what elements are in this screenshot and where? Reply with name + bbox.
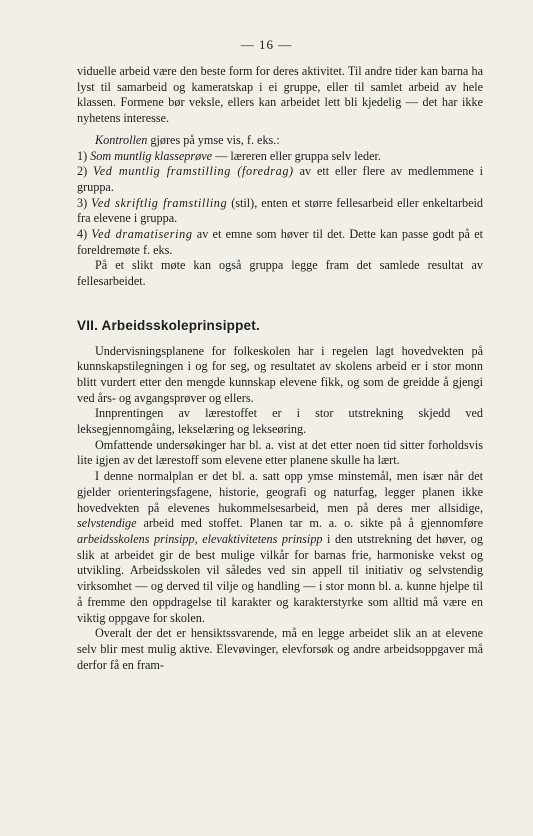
emphasis-principle: arbeidsskolens prinsipp, elevaktivitetens prinsipp [77,531,323,546]
page-number: — 16 — [240,37,293,52]
paragraph-innprenting: Innprentingen av lærestoffet er i stor utstrekning skjedd ved leksegjennomgåing, lekselæring og lekseøring. [77,406,483,437]
paragraph-surveys: Omfattende undersøkinger har bl. a. vist at det etter noen tid sitter forholdsvis lite igjen av det lærestoff som elevene etter planene skulle ha lært. [77,437,483,468]
emphasis-kontrollen: Kontrollen [95,132,148,147]
page-body [77,64,483,673]
list-text: — læreren eller gruppa selv leder. [212,148,381,163]
list-item-2 [77,164,483,195]
list-number: 4) [77,227,92,242]
list-emphasis: Ved dramatisering [91,227,193,242]
paragraph-plans: Undervisningsplanene for folkeskolen har i regelen lagt hovedvekten på kunnskapstilegningen i og for seg, og resultatet av skolens arbeid er i stor monn blitt vurdert etter den mengde kunnskap elevene fikk, og som de greidde å gjengi ved års- og avgangsprøver og ellers. [77,343,483,405]
list-item-4 [77,227,483,258]
paragraph-intro: viduelle arbeid være den beste form for deres aktivitet. Til andre tider kan barna ha lyst til samarbeid og kameratskap i ei gruppe, eller til samlet arbeid av hele klassen. Formene bør veksle, ellers kan arbeidet lett bli kjedelig — det har ikke nyhetens interesse. [77,64,483,126]
list-emphasis: Ved skriftlig framstilling [91,195,228,210]
text-segment: arbeid med stoffet. Planen tar m. a. o. sikte på å gjennomføre [136,516,483,531]
text-segment: i den utstrekning det høver, og slik at arbeidet gir de best mulige vilkår for barnas frie, harmoniske vekst og utvikling. Arbeidsskolen vil således ved sin appell til initiativ og selvstendig virksomhet — og derved til vilje og handling — i stor monn bl. a. kunne hjelpe til å fremme den oppdragelse til karakter og karakterstyrke som alltid må være en viktig oppgave for skolen. [77,531,483,625]
paragraph-normalplan [77,469,483,626]
list-number: 2) [77,164,94,179]
paragraph-control [77,133,483,149]
list-emphasis: Ved muntlig framstilling (foredrag) [93,164,294,179]
list-emphasis: Som muntlig klasseprøve [90,148,213,163]
list-item-3 [77,196,483,227]
paragraph-overall: Overalt der det er hensiktssvarende, må en legge arbeidet slik an at elevene selv blir mest mulig aktive. Elevøvinger, elevforsøk og andre arbeidsoppgaver må derfor få en fram- [77,626,483,672]
emphasis-selvstendige: selvstendige [77,516,137,531]
section-heading: VII. Arbeidsskoleprinsippet. [77,317,260,333]
list-text: (stil), enten et større fellesarbeid eller enkeltarbeid fra elevene i gruppa. [77,195,484,226]
text-segment: I denne normalplan er det bl. a. satt opp ymse minstemål, men især når det gjelder orienteringsfagene, historie, geografi og naturfag, legger planen ikke hovedvekten på elevenes hukommelsesarbeid, men på deres mer allsidige, [77,469,483,515]
list-text: av ett eller flere av medlemmene i gruppa. [77,164,484,194]
list-text: av et emne som høver til det. Dette kan passe godt på et foreldremøte f. eks. [77,227,483,257]
list-item-1 [77,149,483,165]
list-number: 1) [77,148,91,163]
list-number: 3) [77,195,92,210]
text-control-rest: gjøres på ymse vis, f. eks.: [147,132,280,147]
paragraph-meeting: På et slikt møte kan også gruppa legge fram det samlede resultat av fellesarbeidet. [77,258,483,289]
